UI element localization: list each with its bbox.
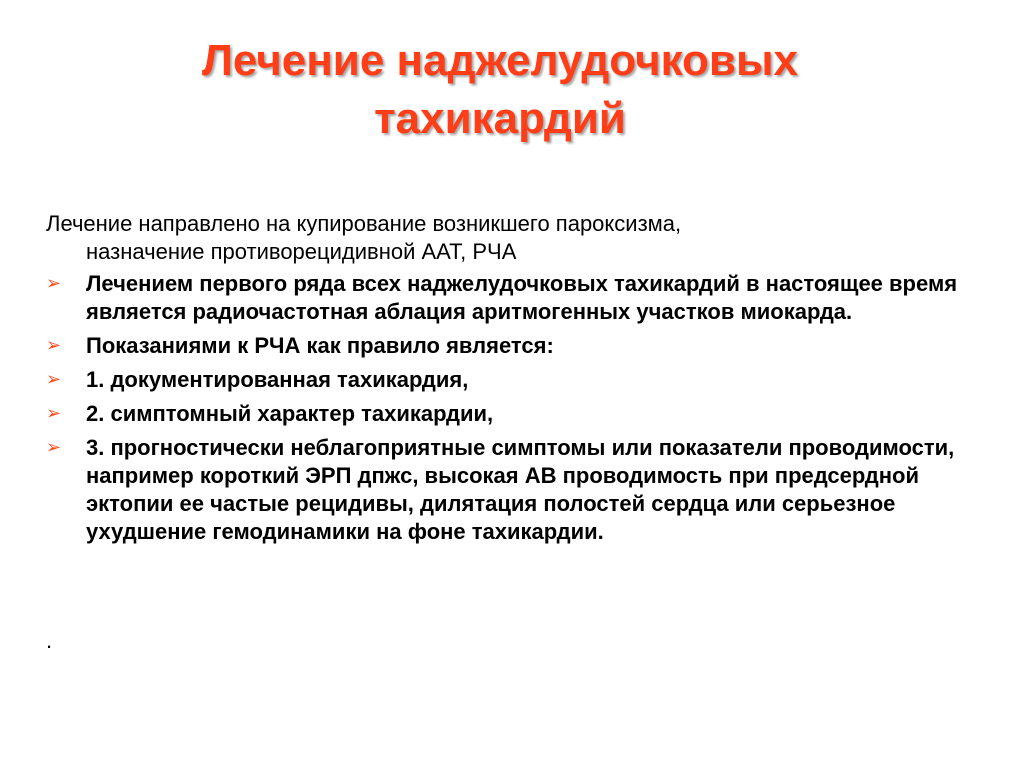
intro-line-2: назначение противорецидивной ААТ, РЧА	[86, 239, 517, 264]
slide-body	[46, 210, 986, 552]
list-item	[46, 270, 986, 326]
slide-title	[60, 32, 940, 148]
arrow-bullet-icon: ➢	[46, 273, 62, 294]
list-item	[46, 434, 986, 546]
list-item-text: Показаниями к РЧА как правило является:	[86, 333, 554, 358]
intro-line-1: Лечение направлено на купирование возникшего пароксизма,	[46, 211, 682, 236]
bullet-list	[46, 270, 986, 546]
title-line-2: тахикардий	[374, 94, 626, 143]
title-line-1: Лечение наджелудочковых	[201, 36, 799, 85]
list-item-text: 2. симптомный характер тахикардии,	[86, 401, 494, 426]
list-item	[46, 332, 986, 360]
arrow-bullet-icon: ➢	[46, 437, 62, 458]
arrow-bullet-icon: ➢	[46, 335, 62, 356]
arrow-bullet-icon: ➢	[46, 369, 62, 390]
intro-paragraph	[46, 210, 986, 266]
list-item-text: Лечением первого ряда всех наджелудочковых тахикардий в настоящее время является радиочастотная аблация аритмогенных участков миокарда.	[86, 271, 958, 324]
list-item-text: 3. прогностически неблагоприятные симптомы или показатели проводимости, например короткий ЭРП дпжс, высокая АВ проводимость при предсердной эктопии ее частые рецидивы, дилятация полостей сердца или серьезное ухудшение гемодинамики на фоне тахикардии.	[86, 435, 955, 544]
list-item	[46, 400, 986, 428]
trailing-dot: .	[46, 628, 53, 653]
list-item-text: 1. документированная тахикардия,	[86, 367, 469, 392]
arrow-bullet-icon: ➢	[46, 403, 62, 424]
list-item	[46, 366, 986, 394]
